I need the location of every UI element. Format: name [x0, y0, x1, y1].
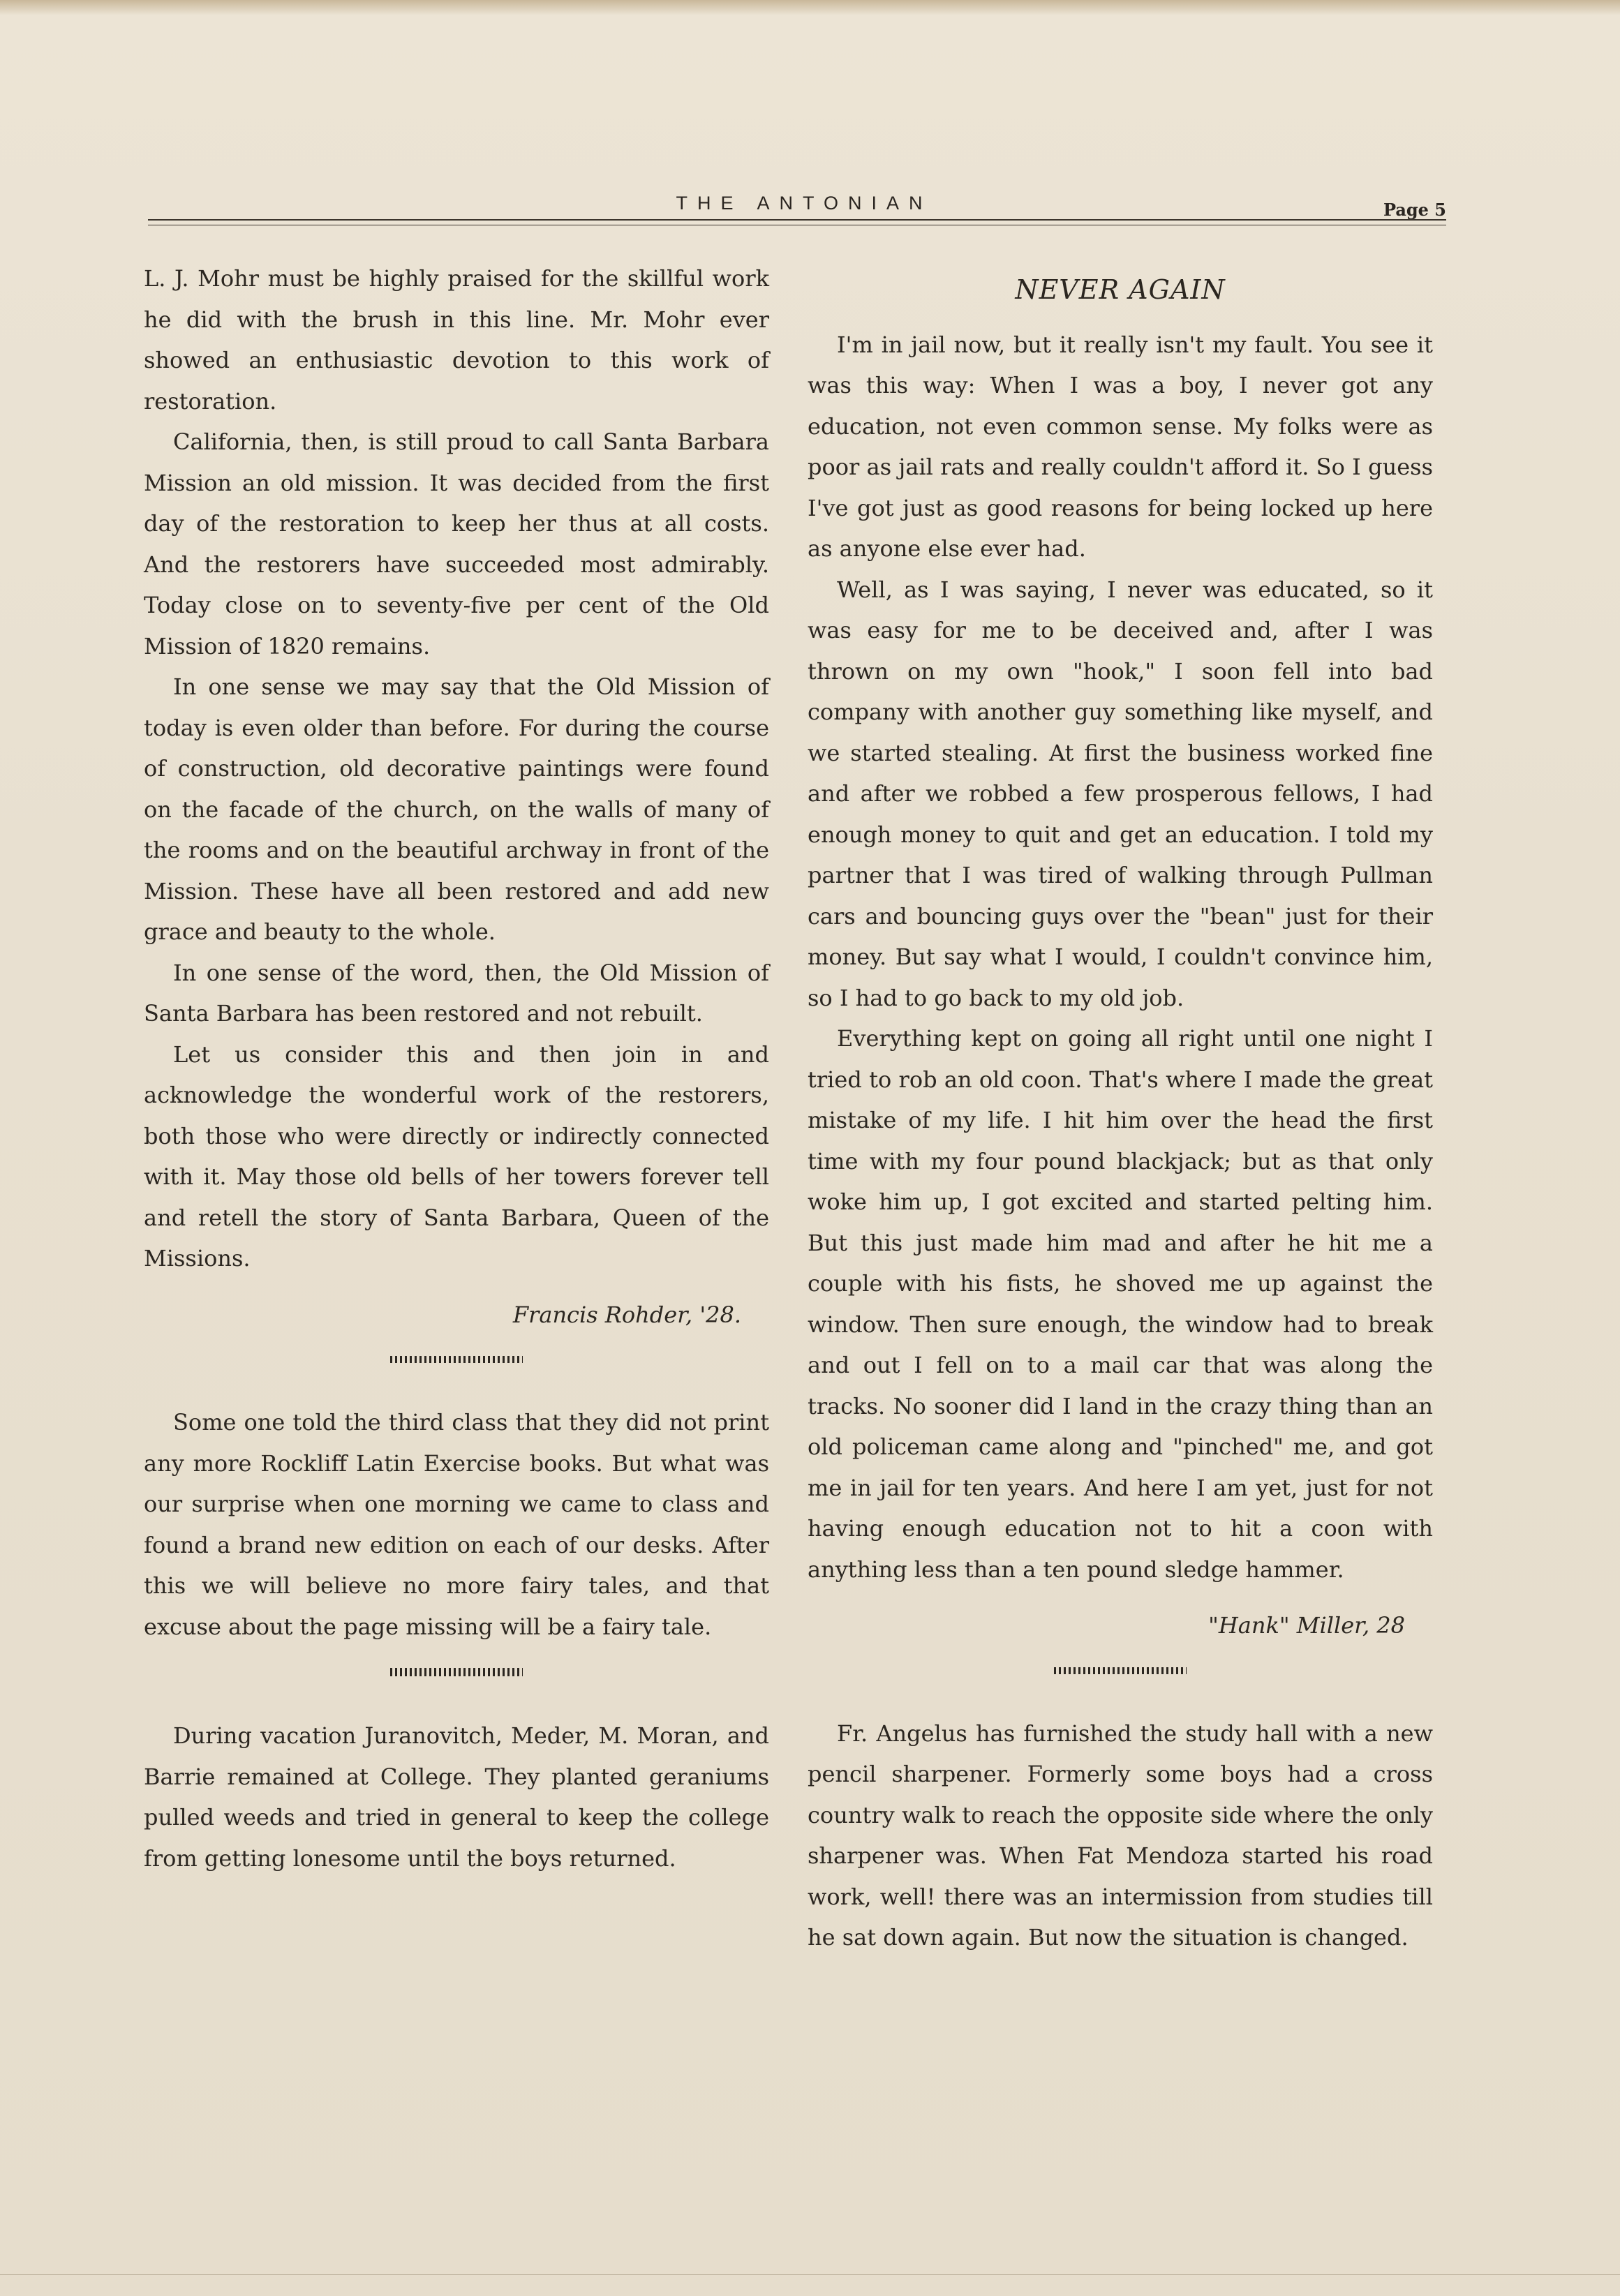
author-signature: Francis Rohder, '28.: [512, 1301, 741, 1328]
article-title: NEVER AGAIN: [1015, 274, 1226, 305]
news-item: During vacation Juranovitch, Meder, M. Moran, and Barrie remained at College. They planted geraniums pulled weeds and tried in general to keep the college from getting lonesome until the boys returned.: [144, 1722, 769, 1872]
header-rule: [148, 219, 1446, 221]
page-bottom-edge: [0, 2274, 1620, 2296]
section-divider: [390, 1356, 523, 1363]
article-paragraph: In one sense we may say that the Old Mission of today is even older than before. For during the course of construction, old decorative paintings were found on the facade of the church, on the walls of many of the rooms and on the beautiful archway in front of the Mission. These have all been restored and add new grace and beauty to the whole.: [144, 673, 769, 945]
section-divider: [1054, 1667, 1187, 1674]
author-signature: "Hank" Miller, 28: [1208, 1612, 1405, 1639]
page-header: [148, 193, 1446, 229]
article-paragraph: Everything kept on going all right until one night I tried to rob an old coon. That's where I made the great mistake of my life. I hit him over the head the first time with my four pound blackjack; but as that only woke him up, I got excited and started pelting him. But this just made him mad and after he hit me a couple with his fists, he shoved me up against the window. Then sure enough, the window had to break and out I fell on to a mail car that was along the tracks. No sooner did I land in the crazy thing than an old policeman came along and "pinched" me, and got me in jail for ten years. And here I am yet, just for not having enough education not to hit a coon with anything less than a ten pound sledge hammer.: [808, 1025, 1433, 1583]
left-column: [144, 258, 769, 1879]
page-edge-stain: [0, 0, 1620, 15]
news-item: Fr. Angelus has furnished the study hall with a new pencil sharpener. Formerly some boys had a cross country walk to reach the opposite side where the only sharpener was. When Fat Mendoza started his road work, well! there was an intermission from studies till he sat down again. But now the situation is changed.: [808, 1720, 1433, 1951]
article-paragraph: Let us consider this and then join in and acknowledge the wonderful work of the restorers, both those who were directly or indirectly connected with it. May those old bells of her towers forever tell and retell the story of Santa Barbara, Queen of the Missions.: [144, 1041, 769, 1272]
article-paragraph: Well, as I was saying, I never was educated, so it was easy for me to be deceived and, after I was thrown on my own "hook," I soon fell into bad company with another guy something like myself, and we started stealing. At first the business worked fine and after we robbed a few prosperous fellows, I had enough money to quit and get an education. I told my partner that I was tired of walking through Pullman cars and bouncing guys over the "bean" just for their money. But say what I would, I couldn't convince him, so I had to go back to my old job.: [808, 576, 1433, 1011]
news-item: Some one told the third class that they did not print any more Rockliff Latin Exercise books. But what was our surprise when one morning we came to class and found a brand new edition on each of our desks. After this we will believe no more fairy tales, and that excuse about the page missing will be a fairy tale.: [144, 1409, 769, 1640]
page-number: Page 5: [1383, 200, 1446, 220]
article-paragraph: In one sense of the word, then, the Old Mission of Santa Barbara has been restored and not rebuilt.: [144, 959, 769, 1027]
article-paragraph: I'm in jail now, but it really isn't my fault. You see it was this way: When I was a boy, I never got any education, not even common sense. My folks were as poor as jail rats and really couldn't afford it. So I guess I've got just as good reasons for being locked up here as anyone else ever had.: [808, 331, 1433, 562]
right-column: [808, 258, 1433, 1958]
article-paragraph: California, then, is still proud to call Santa Barbara Mission an old mission. It was decided from the first day of the restoration to keep her thus at all costs. And the restorers have succeeded most admirably. Today close on to seventy-five per cent of the Old Mission of 1820 remains.: [144, 428, 769, 659]
section-divider: [390, 1668, 523, 1676]
article-paragraph: L. J. Mohr must be highly praised for the skillful work he did with the brush in this line. Mr. Mohr ever showed an enthusiastic devotion to this work of restoration.: [144, 265, 769, 415]
masthead-title: THE ANTONIAN: [676, 193, 932, 214]
